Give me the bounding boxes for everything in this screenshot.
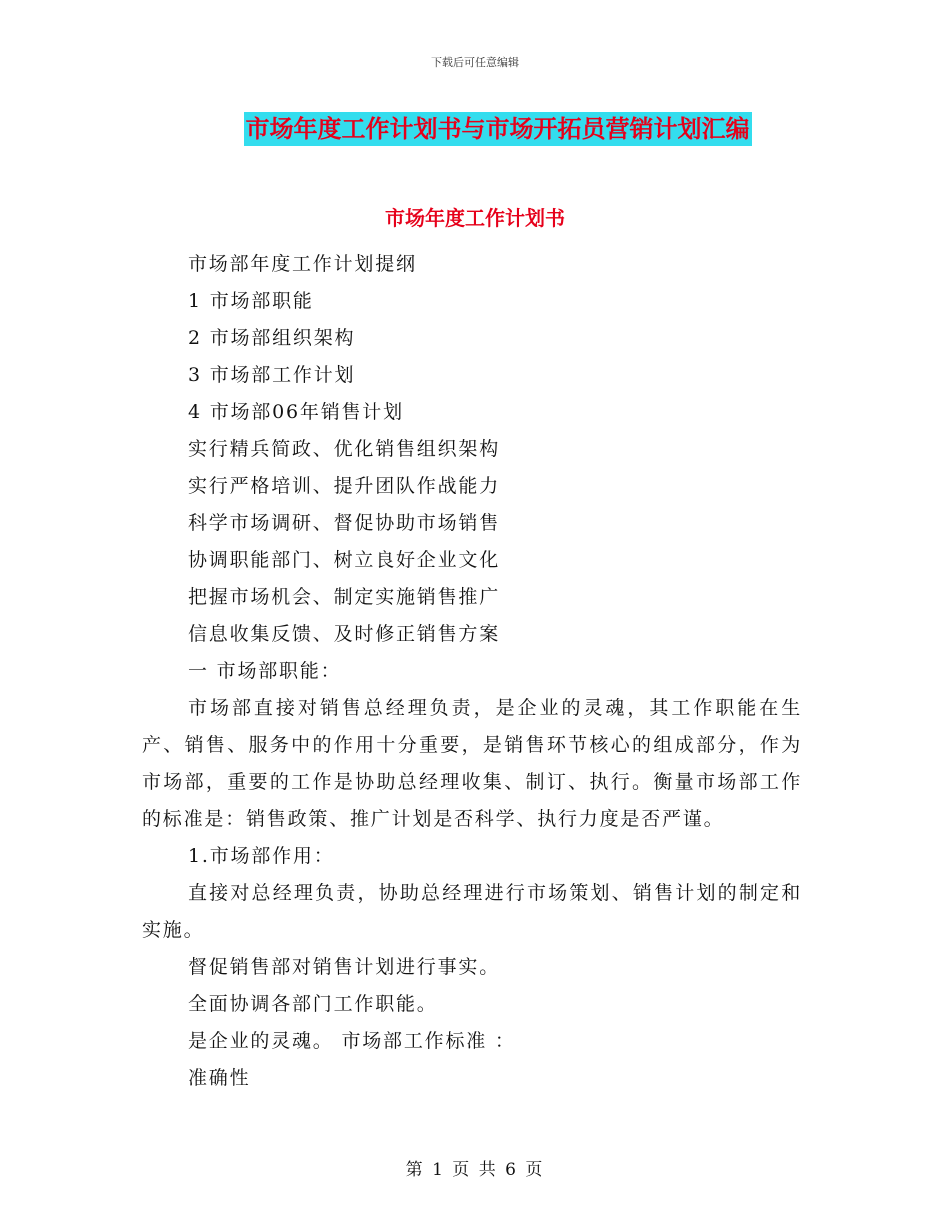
outline-item: 3 市场部工作计划 — [188, 364, 356, 386]
outline-item: 1 市场部职能 — [188, 290, 314, 312]
heading-role: 1.市场部作用： — [188, 845, 335, 867]
outline-item: 2 市场部组织架构 — [188, 327, 356, 349]
text-line: 是企业的灵魂。 市场部工作标准 ： — [188, 1030, 516, 1052]
outline-item: 市场部年度工作计划提纲 — [188, 253, 417, 275]
outline-item: 实行精兵简政、优化销售组织架构 — [188, 438, 501, 460]
outline-item: 4 市场部06年销售计划 — [188, 401, 404, 423]
page-number: 第 1 页 共 6 页 — [405, 1160, 545, 1180]
text-line: 准确性 — [188, 1067, 251, 1089]
outline-item: 协调职能部门、树立良好企业文化 — [188, 549, 501, 571]
outline-item: 实行严格培训、提升团队作战能力 — [188, 475, 501, 497]
heading-functions: 一 市场部职能： — [188, 660, 342, 682]
paragraph-functions: 市场部直接对销售总经理负责，是企业的灵魂，其工作职能在生产、销售、服务中的作用十分重要，是销售环节核心的组成部分，作为市场部，重要的工作是协助总经理收集、制订、执行。衡量市场部工作的标准是：销售政策、推广计划是否科学、执行力度是否严谨。 — [142, 697, 802, 830]
text-line: 全面协调各部门工作职能。 — [188, 993, 438, 1015]
outline-item: 科学市场调研、督促协助市场销售 — [188, 512, 501, 534]
document-body — [142, 246, 802, 1097]
section-title: 市场年度工作计划书 — [385, 206, 565, 230]
header-note: 下载后可任意编辑 — [431, 56, 519, 69]
paragraph-role: 直接对总经理负责，协助总经理进行市场策划、销售计划的制定和实施。 — [142, 882, 802, 941]
outline-item: 信息收集反馈、及时修正销售方案 — [188, 623, 501, 645]
doc-title: 市场年度工作计划书与市场开拓员营销计划汇编 — [244, 112, 752, 146]
text-line: 督促销售部对销售计划进行事实。 — [188, 956, 501, 978]
outline-item: 把握市场机会、制定实施销售推广 — [188, 586, 501, 608]
doc-title-wrap — [0, 112, 950, 146]
